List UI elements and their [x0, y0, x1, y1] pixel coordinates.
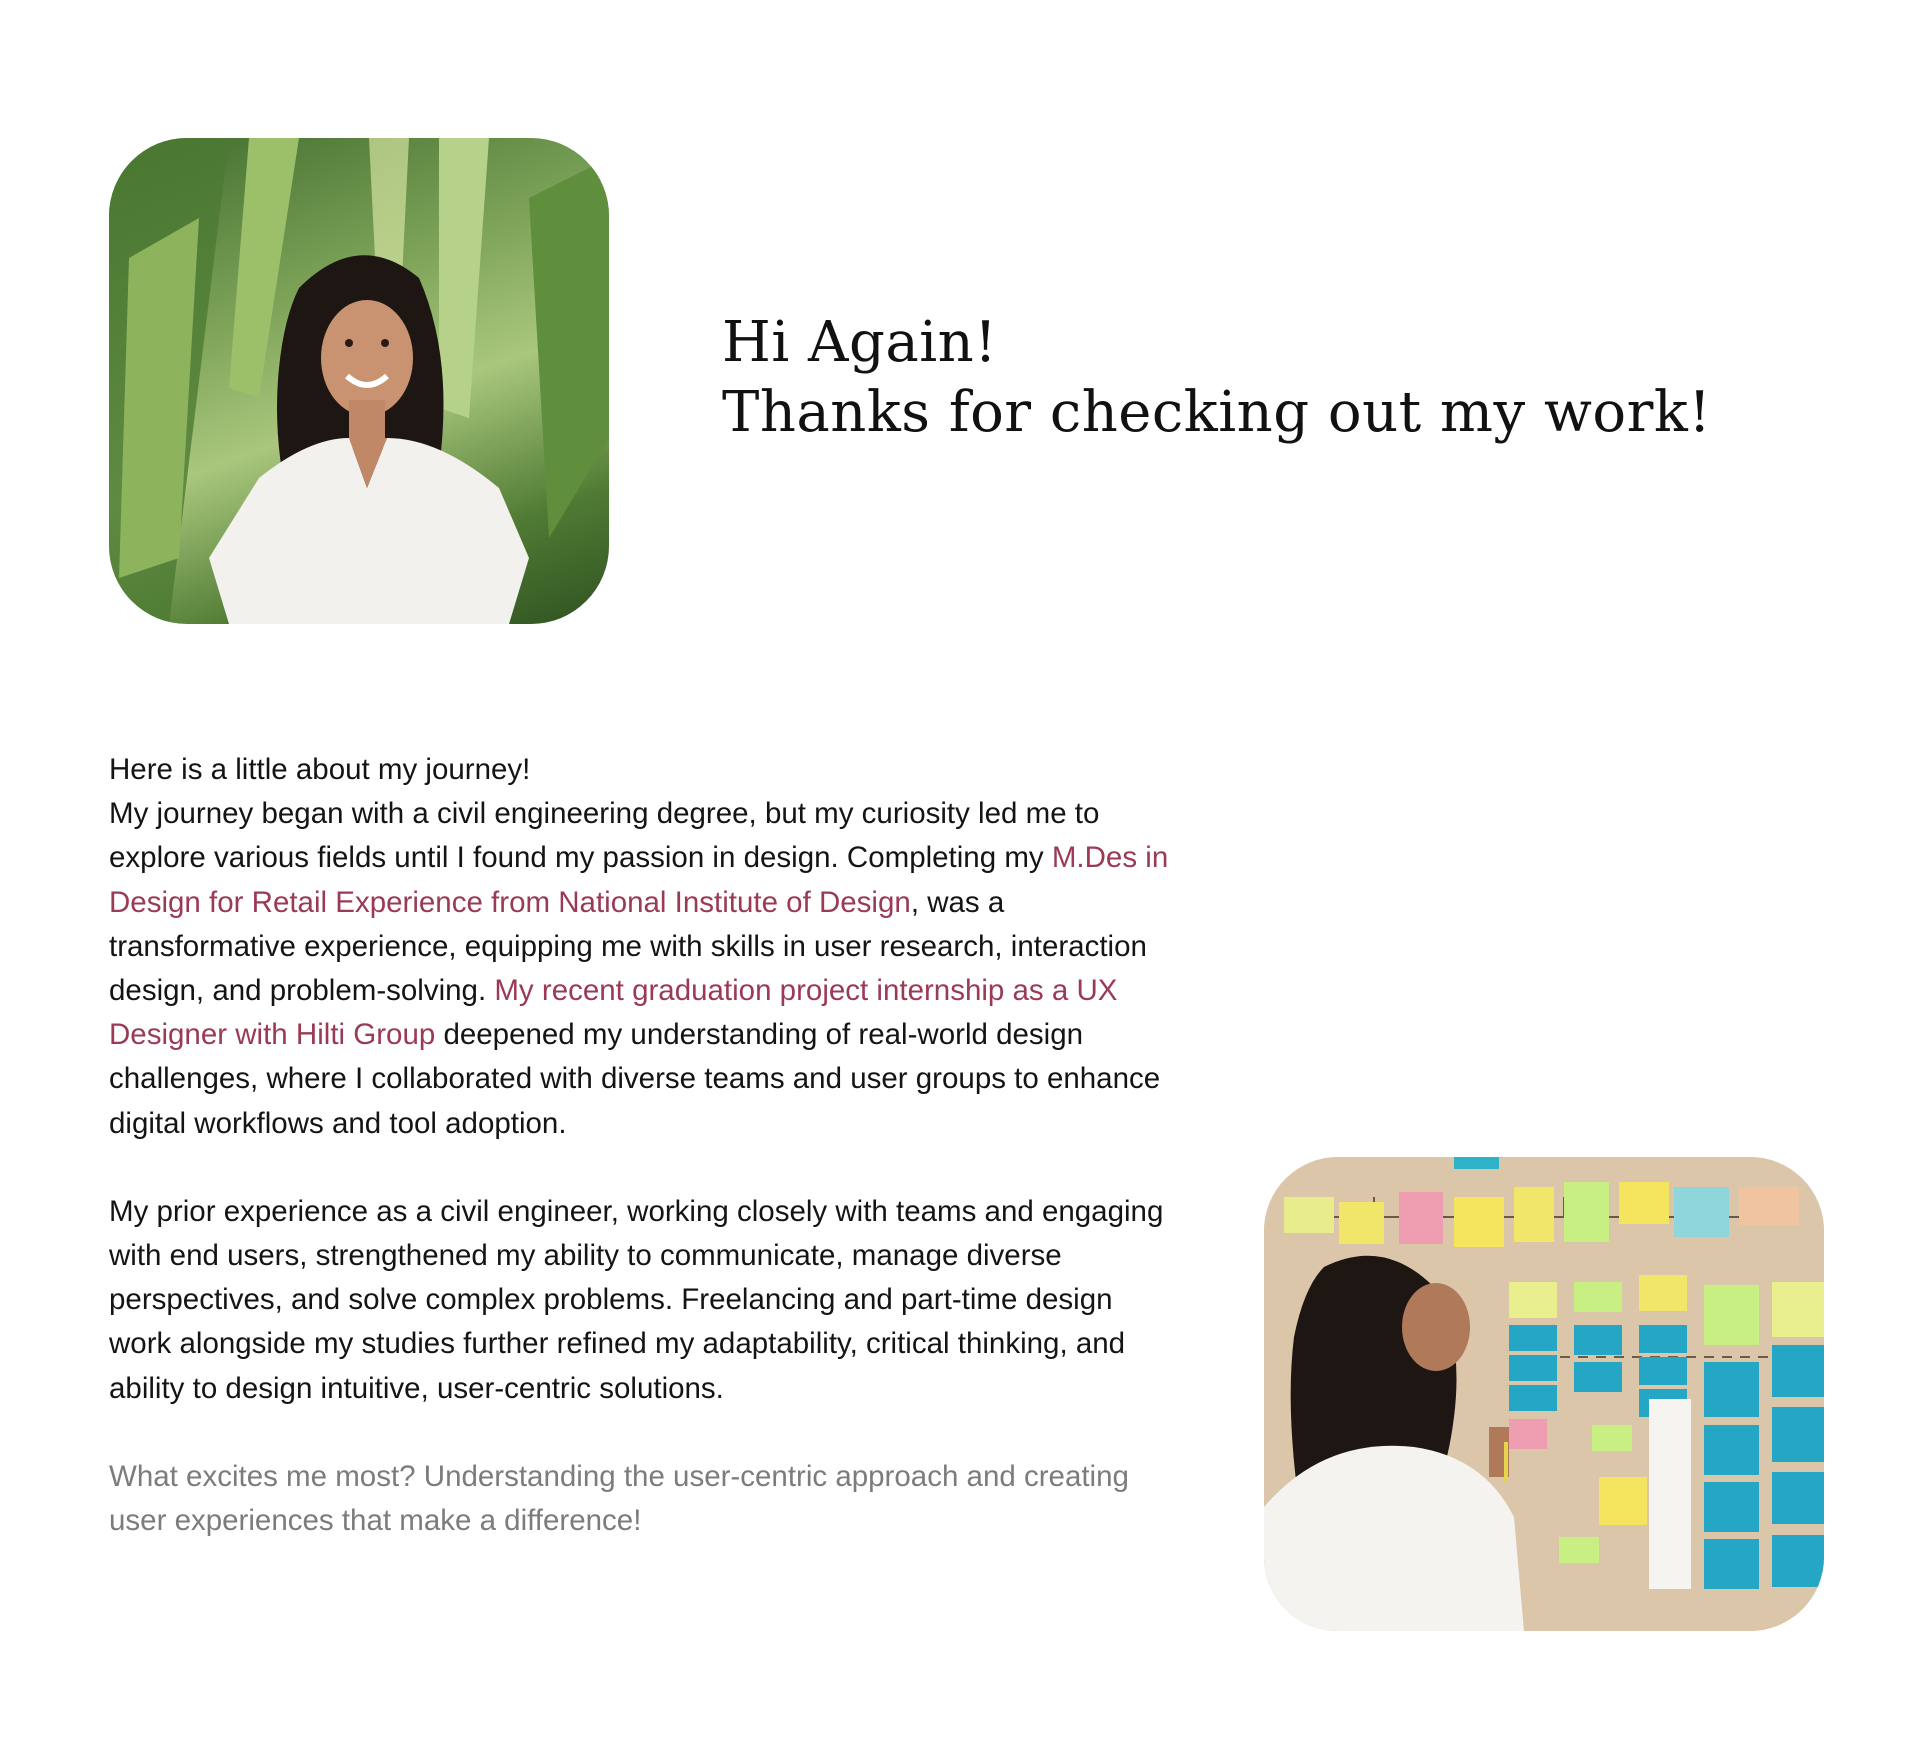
- nid-degree-highlight: M.Des in Design for Retail Experience from National Institute of Design: [109, 841, 1169, 919]
- greeting-line-2: Thanks for checking out my work!: [722, 380, 1712, 445]
- bio-paragraph-2: My prior experience as a civil engineer, working closely with teams and engaging with end users, strengthened my ability to communicate, manage diverse perspectives, and solve complex problems. Freelancing and part-time design work alongside my studies further refined my adaptability, critical thinking, and ability to design intuitive, user-centric solutions.: [109, 1194, 1164, 1405]
- greeting-heading: [722, 308, 1711, 448]
- portrait-photo: [109, 138, 609, 624]
- hilti-internship-highlight: My recent graduation project internship as a UX Designer with Hilti Group: [109, 974, 1118, 1052]
- bio-section: [109, 748, 1169, 1543]
- bio-text: , was a transformative experience, equipping me with skills in user research, interaction design, and problem-solving.: [109, 885, 1147, 1008]
- paragraph-spacer: [109, 1411, 1169, 1455]
- bio-closing: What excites me most? Understanding the user-centric approach and creating user experiences that make a difference!: [109, 1459, 1129, 1538]
- greeting-line-1: Hi Again!: [722, 310, 998, 375]
- workshop-photo: [1264, 1157, 1824, 1631]
- bio-intro: Here is a little about my journey!: [109, 753, 531, 786]
- paragraph-spacer: [109, 1146, 1169, 1190]
- bio-text: deepened my understanding of real-world design challenges, where I collaborated with diverse teams and user groups to enhance digital workflows and tool adoption.: [109, 1018, 1161, 1140]
- bio-paragraph-1: [109, 792, 1169, 1146]
- bio-text: My journey began with a civil engineering degree, but my curiosity led me to explore various fields until I found my passion in design. Completing my: [109, 797, 1100, 875]
